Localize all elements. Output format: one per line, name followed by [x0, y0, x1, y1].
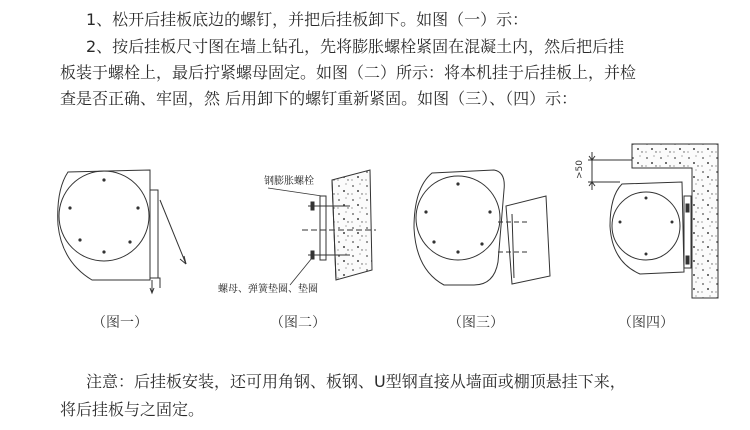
- fig3-caption: （图三）: [448, 315, 504, 331]
- step2-text-line2: 板装于螺栓上，最后拧紧螺母固定。如图（二）所示：将本机挂于后挂板上，并检: [60, 63, 637, 82]
- note-text-line1: 注意：后挂板安装，还可用角钢、板钢、U型钢直接从墙面或棚顶悬挂下来，: [86, 372, 626, 391]
- step1-text: 1、松开后挂板底边的螺钉，并把后挂板卸下。如图（一）示：: [86, 10, 529, 29]
- fig2-bolt-label: 钢膨胀螺栓: [264, 176, 314, 187]
- step2-text-line1: 2、按后挂板尺寸图在墙上钻孔，先将膨胀螺栓紧固在混凝土内，然后把后挂: [86, 37, 625, 56]
- fig1-fan-circle: [59, 171, 149, 261]
- fig1-housing: [58, 170, 150, 280]
- fig4-caption: （图四）: [618, 315, 674, 331]
- figure-1: [58, 170, 186, 293]
- fig3-housing: [414, 170, 504, 285]
- fig3-fan-circle: [416, 176, 500, 260]
- fig2-nut-washer-label: 螺母、弹簧垫圈、垫圈: [218, 284, 318, 295]
- figure-4: [588, 144, 718, 298]
- figure-3: [414, 170, 550, 285]
- fig1-back-plate: [150, 190, 158, 278]
- fig2-wall: [332, 170, 372, 280]
- fig4-dimension-label: >50: [575, 160, 585, 179]
- step2-text-line3: 查是否正确、牢固，然 后用卸下的螺钉重新紧固。如图（三）、（四）示：: [60, 89, 578, 108]
- figure-2: [268, 170, 376, 285]
- fig1-caption: （图一）: [92, 315, 148, 331]
- note-text-line2: 将后挂板与之固定。: [60, 400, 205, 419]
- fig2-caption: （图二）: [270, 315, 326, 331]
